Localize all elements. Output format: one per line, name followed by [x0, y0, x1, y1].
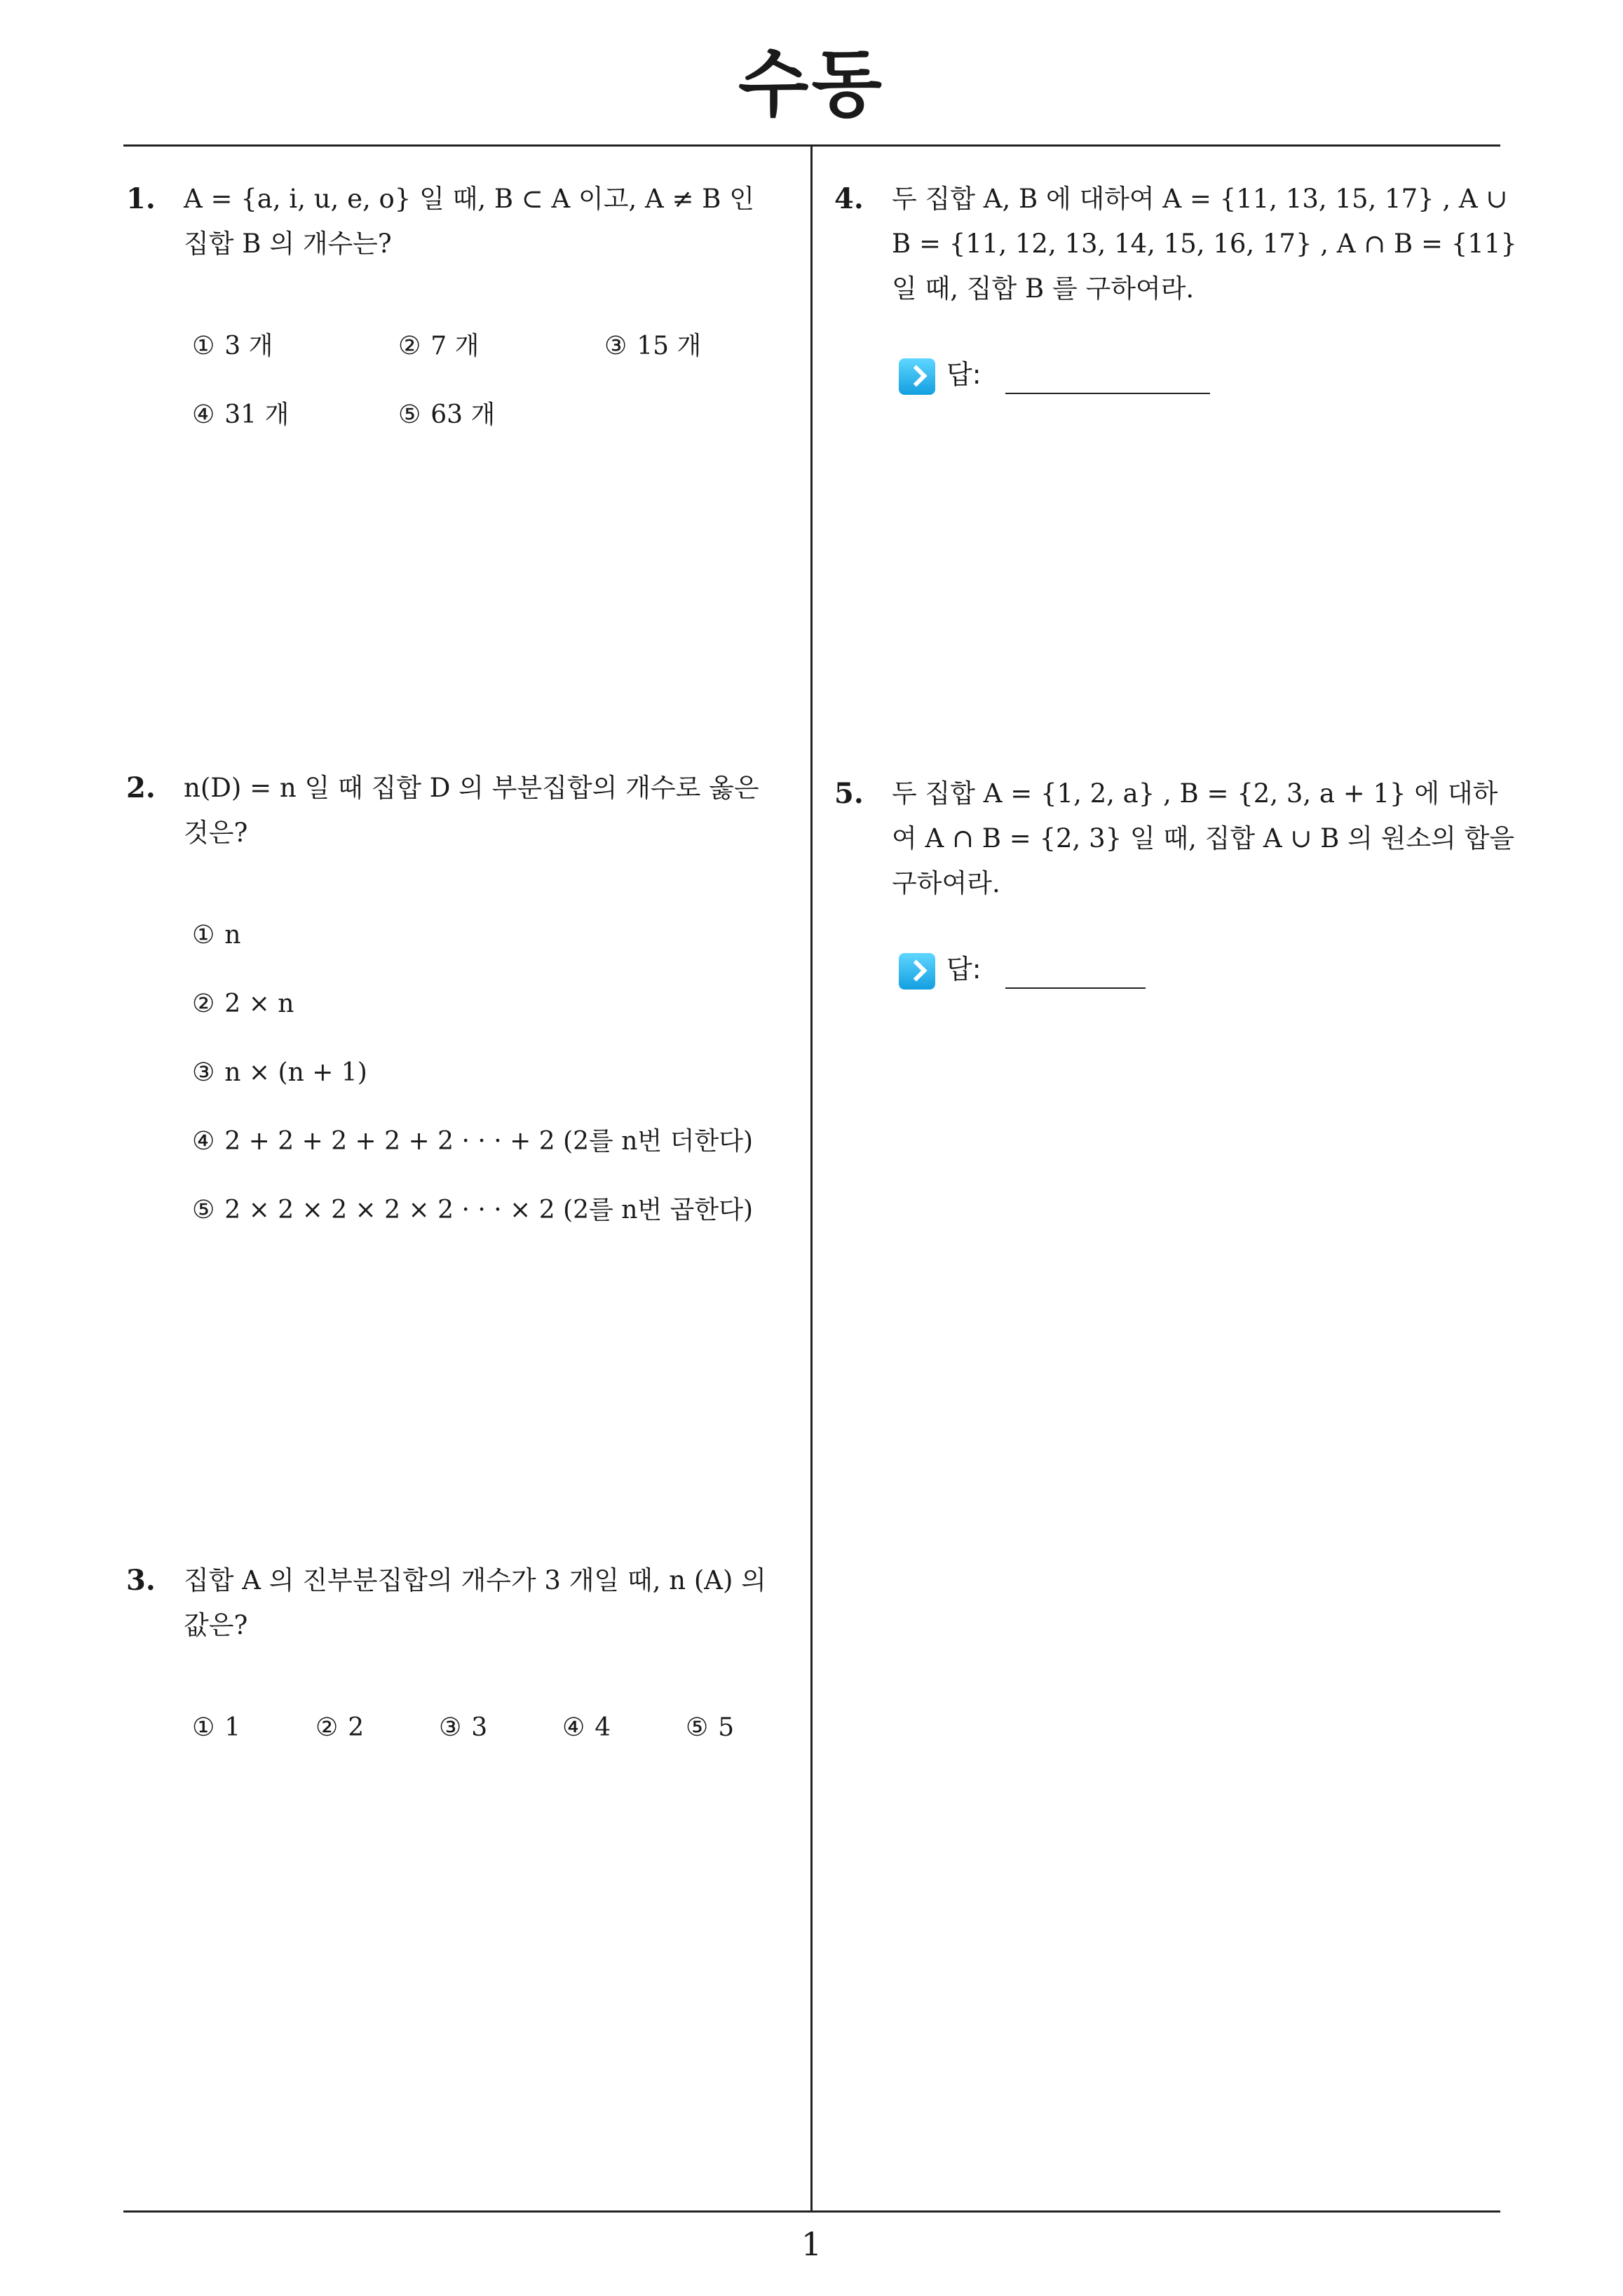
choice-text: 4 — [595, 1713, 611, 1742]
question-line: 두 집합 A, B 에 대하여 A = {11, 13, 15, 17} , A ∪ — [892, 184, 1508, 214]
question-number: 3. — [126, 1564, 156, 1597]
choice-4[interactable] — [192, 1121, 753, 1163]
answer-label: 답: — [946, 954, 982, 985]
question-text — [892, 177, 1517, 311]
question-line: 집합 B 의 개수는? — [184, 229, 392, 259]
question-1 — [126, 177, 799, 457]
choice-5[interactable] — [398, 394, 495, 436]
choice-text: n — [224, 921, 241, 950]
question-number: 4. — [834, 182, 864, 215]
choice-mark: ⑤ — [398, 400, 421, 429]
choice-text: 7 개 — [430, 332, 480, 360]
question-number: 2. — [126, 771, 156, 804]
question-line: 일 때, 집합 B 를 구하여라. — [892, 274, 1195, 304]
choice-1[interactable] — [192, 325, 273, 367]
question-number: 1. — [126, 182, 156, 215]
choice-mark: ③ — [439, 1713, 462, 1742]
choice-mark: ① — [192, 332, 215, 360]
choice-1[interactable] — [192, 1707, 240, 1749]
choice-mark: ⑤ — [192, 1196, 215, 1224]
answer-row — [899, 353, 1249, 403]
choice-text: 2 — [348, 1713, 365, 1742]
choice-text: 2 × 2 × 2 × 2 × 2 · · · × 2 (2를 n번 곱한다) — [224, 1196, 754, 1224]
choice-mark: ⑤ — [686, 1713, 709, 1742]
question-text — [184, 1558, 766, 1648]
choice-text: 15 개 — [637, 332, 702, 360]
footer-rule — [123, 2210, 1500, 2213]
choice-mark: ③ — [192, 1058, 215, 1087]
choice-2[interactable] — [192, 983, 294, 1025]
choice-mark: ④ — [192, 1127, 215, 1156]
choice-mark: ② — [398, 332, 421, 360]
choice-5[interactable] — [686, 1707, 734, 1749]
choice-mark: ② — [315, 1713, 339, 1742]
choice-mark: ① — [192, 1713, 215, 1742]
choice-text: 2 × n — [224, 990, 294, 1018]
question-line: 여 A ∩ B = {2, 3} 일 때, 집합 A ∪ B 의 원소의 합을 — [892, 823, 1515, 853]
question-2 — [126, 766, 799, 1243]
question-line: 구하여라. — [892, 868, 1000, 898]
question-text — [184, 766, 759, 856]
question-number: 5. — [834, 777, 864, 810]
choice-text: 63 개 — [430, 400, 496, 429]
question-line: A = {a, i, u, e, o} 일 때, B ⊂ A 이고, A ≠ B 인 — [184, 184, 754, 214]
choice-3[interactable] — [192, 1052, 367, 1094]
answer-blank[interactable] — [1005, 987, 1146, 989]
choice-3[interactable] — [604, 325, 701, 367]
chevron-right-icon — [899, 358, 935, 395]
answer-row — [899, 948, 1249, 997]
choice-mark: ④ — [562, 1713, 585, 1742]
question-5 — [834, 771, 1515, 1024]
choice-text: 3 — [471, 1713, 488, 1742]
page-number: 1 — [801, 2225, 822, 2263]
page-title: 수동 — [738, 41, 885, 127]
choice-2[interactable] — [398, 325, 479, 367]
choice-2[interactable] — [315, 1707, 364, 1749]
question-text — [892, 771, 1514, 906]
choice-1[interactable] — [192, 914, 240, 957]
choice-mark: ③ — [604, 332, 627, 360]
question-line: 집합 A 의 진부분집합의 개수가 3 개일 때, n (A) 의 — [184, 1565, 766, 1595]
question-line: 두 집합 A = {1, 2, a} , B = {2, 3, a + 1} 에 대하 — [892, 778, 1498, 809]
question-line: 것은? — [184, 818, 248, 848]
question-line: 값은? — [184, 1610, 248, 1640]
choice-4[interactable] — [192, 394, 289, 436]
choice-mark: ② — [192, 990, 215, 1018]
choice-text: 1 — [224, 1713, 241, 1742]
choice-text: 3 개 — [224, 332, 273, 360]
choice-3[interactable] — [439, 1707, 487, 1749]
choice-text: n × (n + 1) — [224, 1058, 367, 1087]
choice-4[interactable] — [562, 1707, 611, 1749]
column-divider — [810, 144, 813, 2212]
choice-mark: ④ — [192, 400, 215, 429]
question-3 — [126, 1558, 799, 1769]
question-line: B = {11, 12, 13, 14, 15, 16, 17} , A ∩ B = {11} — [892, 229, 1517, 259]
question-text — [184, 177, 754, 266]
choice-text: 31 개 — [224, 400, 290, 429]
choice-text: 2 + 2 + 2 + 2 + 2 · · · + 2 (2를 n번 더한다) — [224, 1127, 754, 1156]
choice-text: 5 — [718, 1713, 735, 1742]
answer-blank[interactable] — [1005, 393, 1210, 394]
chevron-right-icon — [899, 953, 935, 990]
choice-mark: ① — [192, 921, 215, 950]
question-line: n(D) = n 일 때 집합 D 의 부분집합의 개수로 옳은 — [184, 773, 759, 803]
choice-5[interactable] — [192, 1189, 753, 1231]
question-4 — [834, 177, 1517, 429]
answer-label: 답: — [946, 359, 982, 390]
